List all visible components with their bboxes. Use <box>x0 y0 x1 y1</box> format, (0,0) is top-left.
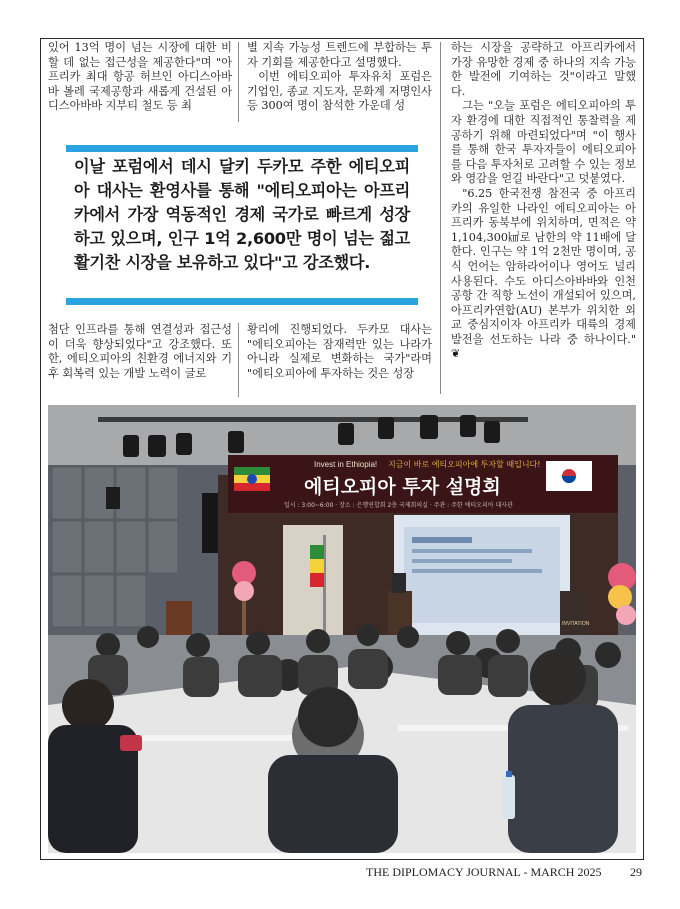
journal-footer: THE DIPLOMACY JOURNAL - MARCH 2025 <box>366 865 602 879</box>
forum-photo <box>48 405 636 853</box>
banner-small-text: Invest in Ethiopia! <box>314 460 378 469</box>
column-divider <box>238 42 239 122</box>
column-divider <box>238 323 239 397</box>
left-lectern <box>166 601 192 635</box>
page-number: 29 <box>630 865 642 879</box>
banner-slogan: 지금이 바로 에티오피아에 투자할 때입니다! <box>388 460 541 469</box>
paragraph: 하는 시장을 공략하고 아프리카에서 가장 유망한 경제 중 하나의 지속 가능한 발전에 기여하는 것"이라고 말했다. <box>451 41 636 98</box>
paragraph: 그는 "오늘 포럼은 에티오피아의 투자 환경에 대한 직접적인 통찰력을 제공하기 위해 마련되었다"며 "이 행사를 통해 한국 투자자들이 에티오피아를 다음 투자처로 고려할 수 있는 정보와 영감을 얻길 바란다"고 덧붙였다. <box>451 99 636 186</box>
pullquote: 이날 포럼에서 데시 달키 두카모 주한 에티오피아 대사는 환영사를 통해 "에티오피아는 아프리카에서 가장 역동적인 경제 국가로 빠르게 성장하고 있으며, 인구 1억 2,600만 명이 넘는 젊고 활기찬 시장을 보유하고 있다"고 강조했다. <box>74 157 410 272</box>
article-column-1-top <box>48 41 232 114</box>
article-column-2-top <box>247 41 432 114</box>
pullquote-bottom-bar <box>66 298 418 305</box>
attendee-foreground-center <box>268 755 398 853</box>
banner-info: 일시 : 3:00~6:00 · 장소 : 은행연합회 2층 국제회의실 · 주관 : 주한 에티오피아 대사관 <box>284 502 513 509</box>
phone <box>120 735 142 751</box>
lectern-text: INVITATION <box>562 621 590 627</box>
paragraph: 있어 13억 명이 넘는 시장에 대한 비할 데 없는 접근성을 제공한다"며 "아프리카 최대 항공 허브인 아디스아바바 볼레 국제공항과 새롭게 건설된 아디스아바바 지부티 철도 등 최 <box>48 41 232 113</box>
end-mark-icon: ❦ <box>451 347 461 361</box>
article-column-1-bottom <box>48 323 232 381</box>
water-bottle <box>503 775 515 819</box>
paragraph: 황리에 진행되었다. 두카모 대사는 "에티오피아는 잠재력만 있는 나라가 아니라 실제로 변화하는 국가"라며 "에티오피아에 투자하는 것은 성장 <box>247 323 432 380</box>
paragraph: 이번 에티오피아 투자유치 포럼은 기업인, 종교 지도자, 문화계 저명인사 등 300여 명이 참석한 가운데 성 <box>247 70 432 113</box>
pullquote-top-bar <box>66 145 418 152</box>
wall-speaker <box>106 487 120 509</box>
article-column-3 <box>451 41 636 362</box>
paragraph-text: "6.25 한국전쟁 참전국 중 아프리카의 유일한 나라인 에티오피아는 아프리카 동북부에 위치하며, 면적은 약 1,104,300㎢로 남한의 약 11배에 달한다. 인구는 약 1억 2천만 명이며, 공식 언어는 암하라어이나 영어도 널리 사용된다. 수도 아디스아바바와 인천공항 간 직항 노선이 개설되어 있으며, 아프리카연합(AU) 본부가 위치한 외교 중심지이자 아프리카 대륙의 경제 발전을 선도하는 나라 중 하나이다." <box>451 186 636 346</box>
column-divider <box>440 42 441 394</box>
paragraph <box>451 187 636 362</box>
paragraph: 첨단 인프라를 통해 연결성과 접근성이 더욱 향상되었다"고 강조했다. 또한, 에티오피아의 친환경 에너지와 기후 회복력 있는 개발 노력이 글로 <box>48 323 232 380</box>
paragraph: 별 지속 가능성 트렌드에 부합하는 투자 기회를 제공한다고 설명했다. <box>247 41 432 69</box>
attendee-foreground-right <box>508 705 618 853</box>
banner-title: 에티오피아 투자 설명회 <box>304 476 501 498</box>
article-column-2-bottom <box>247 323 432 381</box>
